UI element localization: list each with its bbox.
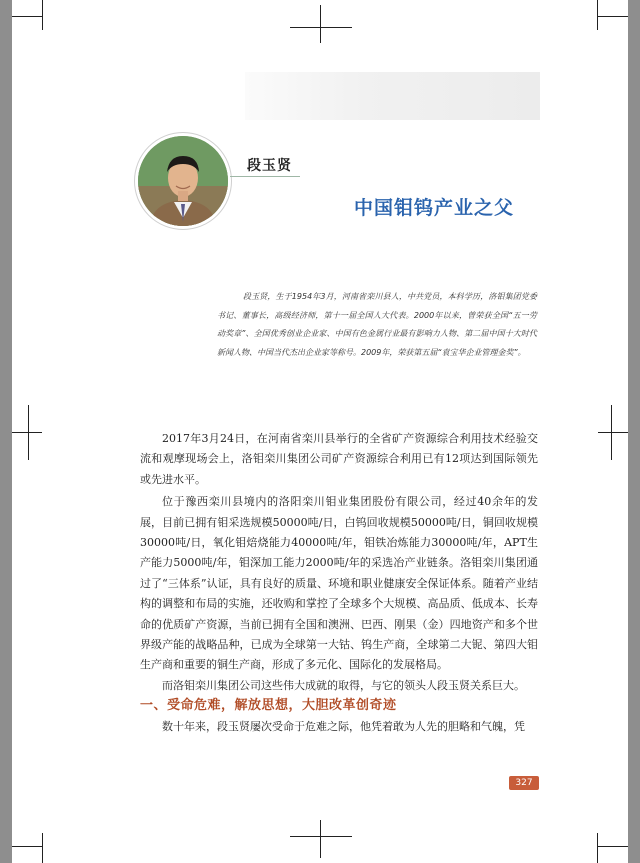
crop-mark-bottom-left-v xyxy=(42,833,43,863)
crop-mark-top-left-h xyxy=(12,16,42,17)
paragraph: 而洛钼栾川集团公司这些伟大成就的取得，与它的领头人段玉贤关系巨大。 xyxy=(162,678,525,692)
bio-summary: 段玉贤，生于1954年3月，河南省栾川县人，中共党员，本科学历，洛钼集团党委书记、董事长，高级经济师，第十一届全国人大代表。2000年以来，曾荣获全国“五一劳动奖章”、全国优秀创业企业家、中国有色金属行业最有影响力人物、第二届中国十大时代新闻人物、中国当代杰出企业家等称号。2009年，荣获第五届“袁宝华企业管理金奖”。 xyxy=(217,292,537,357)
book-page xyxy=(12,0,628,863)
portrait-illustration xyxy=(138,136,228,226)
name-underline xyxy=(230,176,300,177)
crop-mark-left-v xyxy=(28,405,29,460)
crop-mark-right-v xyxy=(611,405,612,460)
crop-mark-top-center-h xyxy=(290,27,352,28)
crop-mark-bottom-left-h xyxy=(12,846,42,847)
crop-mark-bottom-center-h xyxy=(290,836,352,837)
paragraph: 位于豫西栾川县境内的洛阳栾川钼业集团股份有限公司，经过40余年的发展，目前已拥有钼采选规模50000吨/日，白钨回收规模50000吨/日，铜回收规模30000吨/日，氧化钼焙烧能力40000吨/年，钼铁冶炼能力30000吨/年，APT生产能力5000吨/年，钼深加工能力2000吨/年的采选冶产业链条。洛钼栾川集团通过了“三体系”认证，具有良好的质量、环境和职业健康安全保证体系。随着产业结构的调整和布局的实施，还收购和掌控了全球多个大规模、高品质、低成本、长寿命的优质矿产资源，当前已拥有全国和澳洲、巴西、刚果（金）四地资产和多个世界级产能的战略品种，已成为全球第一大钴、钨生产商，全球第二大铌、第四大钼生产商和重要的铜生产商，形成了多元化、国际化的发展格局。 xyxy=(140,495,538,672)
portrait-photo xyxy=(138,136,228,226)
header-band xyxy=(245,72,540,120)
crop-mark-bottom-center-v xyxy=(320,820,321,858)
crop-mark-top-right-v xyxy=(597,0,598,30)
crop-mark-right-h xyxy=(598,432,628,433)
section-heading: 一、受命危难，解放思想，大胆改革创奇迹 xyxy=(140,698,397,714)
article-title: 中国钼钨产业之父 xyxy=(353,197,514,219)
crop-mark-top-left-v xyxy=(42,0,43,30)
article-body xyxy=(140,429,538,737)
person-name: 段玉贤 xyxy=(247,158,292,174)
paragraph: 数十年来，段玉贤屡次受命于危难之际，他凭着敢为人先的胆略和气魄，凭 xyxy=(162,719,525,733)
crop-mark-top-right-h xyxy=(598,16,628,17)
crop-mark-top-center-v xyxy=(320,5,321,43)
paragraph: 2017年3月24日，在河南省栾川县举行的全省矿产资源综合利用技术经验交流和观摩现场会上，洛钼栾川集团公司矿产资源综合利用已有12项达到国际领先或先进水平。 xyxy=(140,432,538,486)
page-number-badge: 327 xyxy=(509,776,539,790)
crop-mark-left-h xyxy=(12,432,42,433)
crop-mark-bottom-right-v xyxy=(597,833,598,863)
crop-mark-bottom-right-h xyxy=(598,846,628,847)
